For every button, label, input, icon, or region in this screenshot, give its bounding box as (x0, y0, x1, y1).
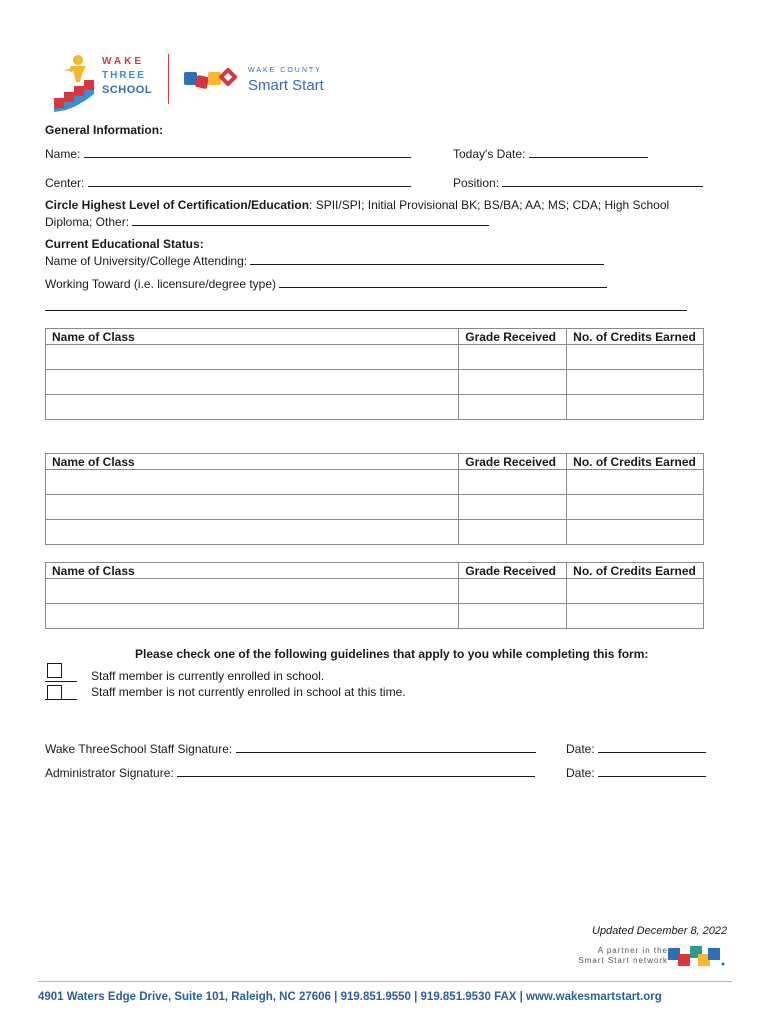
class-table-3 (45, 562, 704, 629)
wake-county-smart-start-logo (184, 66, 344, 102)
col-name-of-class: Name of Class (46, 329, 459, 345)
partner-line-1: A partner in the (597, 946, 668, 955)
name-row (45, 146, 411, 161)
name-field[interactable] (84, 146, 411, 158)
col-credits-earned: No. of Credits Earned (567, 329, 704, 345)
logo-three-text: THREE (102, 70, 146, 81)
university-row (45, 253, 604, 268)
grade-cell[interactable] (459, 470, 567, 495)
smart-start-blocks-icon (184, 66, 244, 96)
grade-cell[interactable] (459, 579, 567, 604)
credits-cell[interactable] (567, 395, 704, 420)
table-row (46, 370, 704, 395)
table-row (46, 579, 704, 604)
admin-date-field[interactable] (598, 765, 706, 777)
table-row (46, 470, 704, 495)
center-row (45, 175, 411, 190)
todays-date-field[interactable] (529, 146, 648, 158)
class-name-cell[interactable] (46, 370, 459, 395)
table-header-row (46, 329, 704, 345)
logo-divider (168, 54, 169, 104)
partner-line-2: Smart Start network (578, 956, 668, 965)
class-table-2 (45, 453, 704, 545)
credits-cell[interactable] (567, 520, 704, 545)
todays-date-row (453, 146, 648, 161)
staff-signature-field[interactable] (236, 741, 536, 753)
guidelines-heading: Please check one of the following guidelines that apply to you while completing this form: (135, 647, 649, 661)
staff-date-row (566, 741, 706, 756)
education-status-heading: Current Educational Status: (45, 237, 204, 251)
admin-signature-row (45, 765, 535, 780)
grade-cell[interactable] (459, 345, 567, 370)
class-name-cell[interactable] (46, 470, 459, 495)
col-name-of-class: Name of Class (46, 563, 459, 579)
col-credits-earned: No. of Credits Earned (567, 563, 704, 579)
wake-threeschool-logo (50, 52, 162, 112)
center-label: Center: (45, 176, 85, 190)
grade-cell[interactable] (459, 520, 567, 545)
position-field[interactable] (502, 175, 703, 187)
certification-row-2 (45, 214, 489, 229)
certification-other-field[interactable] (132, 214, 489, 226)
logo-school-text: SCHOOL (102, 84, 153, 96)
name-label: Name: (45, 147, 81, 161)
staff-signature-label: Wake ThreeSchool Staff Signature: (45, 742, 233, 756)
table-row (46, 495, 704, 520)
credits-cell[interactable] (567, 495, 704, 520)
working-toward-extra-line[interactable] (45, 310, 687, 311)
credits-cell[interactable] (567, 604, 704, 629)
logo-wake-county-text: WAKE COUNTY (248, 67, 322, 74)
working-toward-row (45, 276, 607, 291)
partner-text (578, 946, 668, 966)
table-row (46, 395, 704, 420)
updated-date-text: Updated December 8, 2022 (592, 925, 728, 937)
working-toward-field[interactable] (279, 276, 607, 288)
grade-cell[interactable] (459, 604, 567, 629)
position-row (453, 175, 703, 190)
credits-cell[interactable] (567, 579, 704, 604)
option-enrolled-text: Staff member is currently enrolled in school. (91, 669, 325, 683)
footer-divider (38, 981, 732, 982)
table-header-row (46, 454, 704, 470)
general-info-heading: General Information: (45, 123, 164, 137)
three-school-stairs-icon (50, 52, 100, 112)
todays-date-label: Today's Date: (453, 147, 526, 161)
admin-date-row (566, 765, 706, 780)
class-name-cell[interactable] (46, 395, 459, 420)
col-grade-received: Grade Received (459, 563, 567, 579)
certification-other-label: Diploma; Other: (45, 215, 130, 229)
admin-signature-field[interactable] (177, 765, 535, 777)
col-grade-received: Grade Received (459, 454, 567, 470)
class-name-cell[interactable] (46, 604, 459, 629)
table-row (46, 520, 704, 545)
working-toward-label: Working Toward (i.e. licensure/degree type) (45, 277, 276, 291)
certification-options: : SPII/SPI; Initial Provisional BK; BS/BA; AA; MS; CDA; High School (309, 198, 670, 212)
grade-cell[interactable] (459, 495, 567, 520)
enrolled-checkbox[interactable] (47, 663, 62, 678)
certification-label: Circle Highest Level of Certification/Education (45, 198, 310, 212)
university-label: Name of University/College Attending: (45, 254, 248, 268)
admin-date-label: Date: (566, 766, 595, 780)
credits-cell[interactable] (567, 370, 704, 395)
credits-cell[interactable] (567, 470, 704, 495)
center-field[interactable] (88, 175, 411, 187)
position-label: Position: (453, 176, 500, 190)
class-name-cell[interactable] (46, 495, 459, 520)
checkbox-underline (45, 681, 77, 682)
class-name-cell[interactable] (46, 520, 459, 545)
class-table-1 (45, 328, 704, 420)
option-not-enrolled-text: Staff member is not currently enrolled in school at this time. (91, 685, 406, 699)
credits-cell[interactable] (567, 345, 704, 370)
staff-date-field[interactable] (598, 741, 706, 753)
footer-address-text: 4901 Waters Edge Drive, Suite 101, Raleigh, NC 27606 | 919.851.9550 | 919.851.9530 FAX | www.wakesmartstart.org (38, 991, 662, 1003)
table-header-row (46, 563, 704, 579)
not-enrolled-checkbox[interactable] (47, 685, 62, 700)
col-name-of-class: Name of Class (46, 454, 459, 470)
staff-signature-row (45, 741, 536, 756)
smart-start-network-blocks-icon (668, 944, 726, 970)
admin-signature-label: Administrator Signature: (45, 766, 174, 780)
logo-smart-start-text: Smart Start (248, 77, 324, 94)
checkbox-underline (45, 699, 77, 700)
certification-row (45, 198, 669, 212)
staff-date-label: Date: (566, 742, 595, 756)
university-field[interactable] (250, 253, 604, 265)
class-name-cell[interactable] (46, 345, 459, 370)
grade-cell[interactable] (459, 370, 567, 395)
class-name-cell[interactable] (46, 579, 459, 604)
col-grade-received: Grade Received (459, 329, 567, 345)
grade-cell[interactable] (459, 395, 567, 420)
col-credits-earned: No. of Credits Earned (567, 454, 704, 470)
table-row (46, 604, 704, 629)
table-row (46, 345, 704, 370)
logo-wake-text: WAKE (102, 56, 144, 67)
